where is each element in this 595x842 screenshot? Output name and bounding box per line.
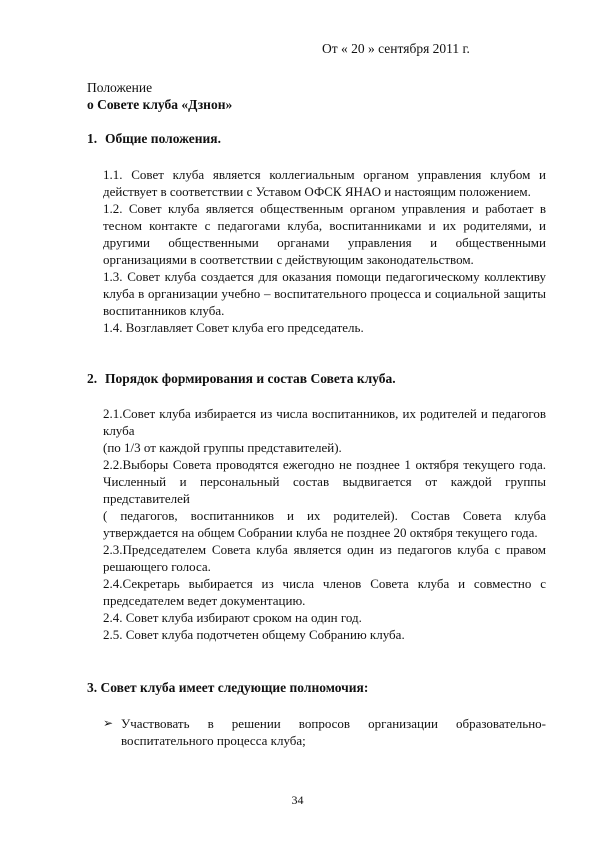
title-line-2: о Совете клуба «Дзнон»	[87, 97, 233, 112]
bullet-item-text: Участвовать в решении вопросов организации образовательно-воспитательного процесса клуба;	[121, 716, 546, 748]
document-title	[87, 79, 232, 113]
paragraph-2-5: 2.5. Совет клуба подотчетен общему Собранию клуба.	[103, 627, 405, 642]
section-2-title: Порядок формирования и состав Совета клуба.	[105, 371, 396, 386]
paragraph-2-3: 2.3.Председателем Совета клуба является один из педагогов клуба с правом решающего голоса.	[103, 542, 546, 574]
arrowhead-bullet-icon: ➢	[103, 716, 114, 730]
paragraph-2-2-cont: ( педагогов, воспитанников и их родителей). Состав Совета клуба утверждается на общем Собрании клуба не позднее 20 октября текущего года.	[103, 508, 546, 540]
section-2-body	[103, 405, 546, 643]
bullet-item	[103, 715, 546, 749]
paragraph-2-2: 2.2.Выборы Совета проводятся ежегодно не позднее 1 октября текущего года. Численный и персональный состав выдвигается от каждой группы представителей	[103, 457, 546, 506]
section-2-number: 2.	[87, 371, 98, 386]
paragraph-1-1: 1.1. Совет клуба является коллегиальным органом управления клубом и действует в соответствии с Уставом ОФСК ЯНАО и настоящим положением.	[103, 167, 546, 199]
paragraph-1-2: 1.2. Совет клуба является общественным органом управления и работает в тесном контакте с педагогами клуба, воспитанниками и их родителями, и другими общественными органами управления и общественными организациями в соответствии с действующим законодательством.	[103, 201, 546, 267]
paragraph-2-1-note: (по 1/3 от каждой группы представителей).	[103, 440, 342, 455]
section-3-heading: 3. Совет клуба имеет следующие полномочия:	[87, 680, 369, 695]
paragraph-1-4: 1.4. Возглавляет Совет клуба его председатель.	[103, 320, 364, 335]
section-1-title: Общие положения.	[105, 131, 221, 146]
section-1-number: 1.	[87, 131, 98, 146]
paragraph-1-3: 1.3. Совет клуба создается для оказания помощи педагогическому коллективу клуба в организации учебно – воспитательного процесса и социальной защиты воспитанников клуба.	[103, 269, 546, 318]
section-1-body	[103, 166, 546, 336]
page-number: 34	[291, 793, 304, 807]
document-date: От « 20 » сентября 2011 г.	[322, 41, 470, 56]
paragraph-2-4b: 2.4. Совет клуба избирают сроком на один год.	[103, 610, 362, 625]
section-1-heading	[87, 130, 221, 147]
paragraph-2-4: 2.4.Секретарь выбирается из числа членов Совета клуба и совместно с председателем ведет документацию.	[103, 576, 546, 608]
section-2-heading	[87, 370, 396, 387]
title-line-1: Положение	[87, 80, 153, 95]
paragraph-2-1: 2.1.Совет клуба избирается из числа воспитанников, их родителей и педагогов клуба	[103, 406, 546, 438]
